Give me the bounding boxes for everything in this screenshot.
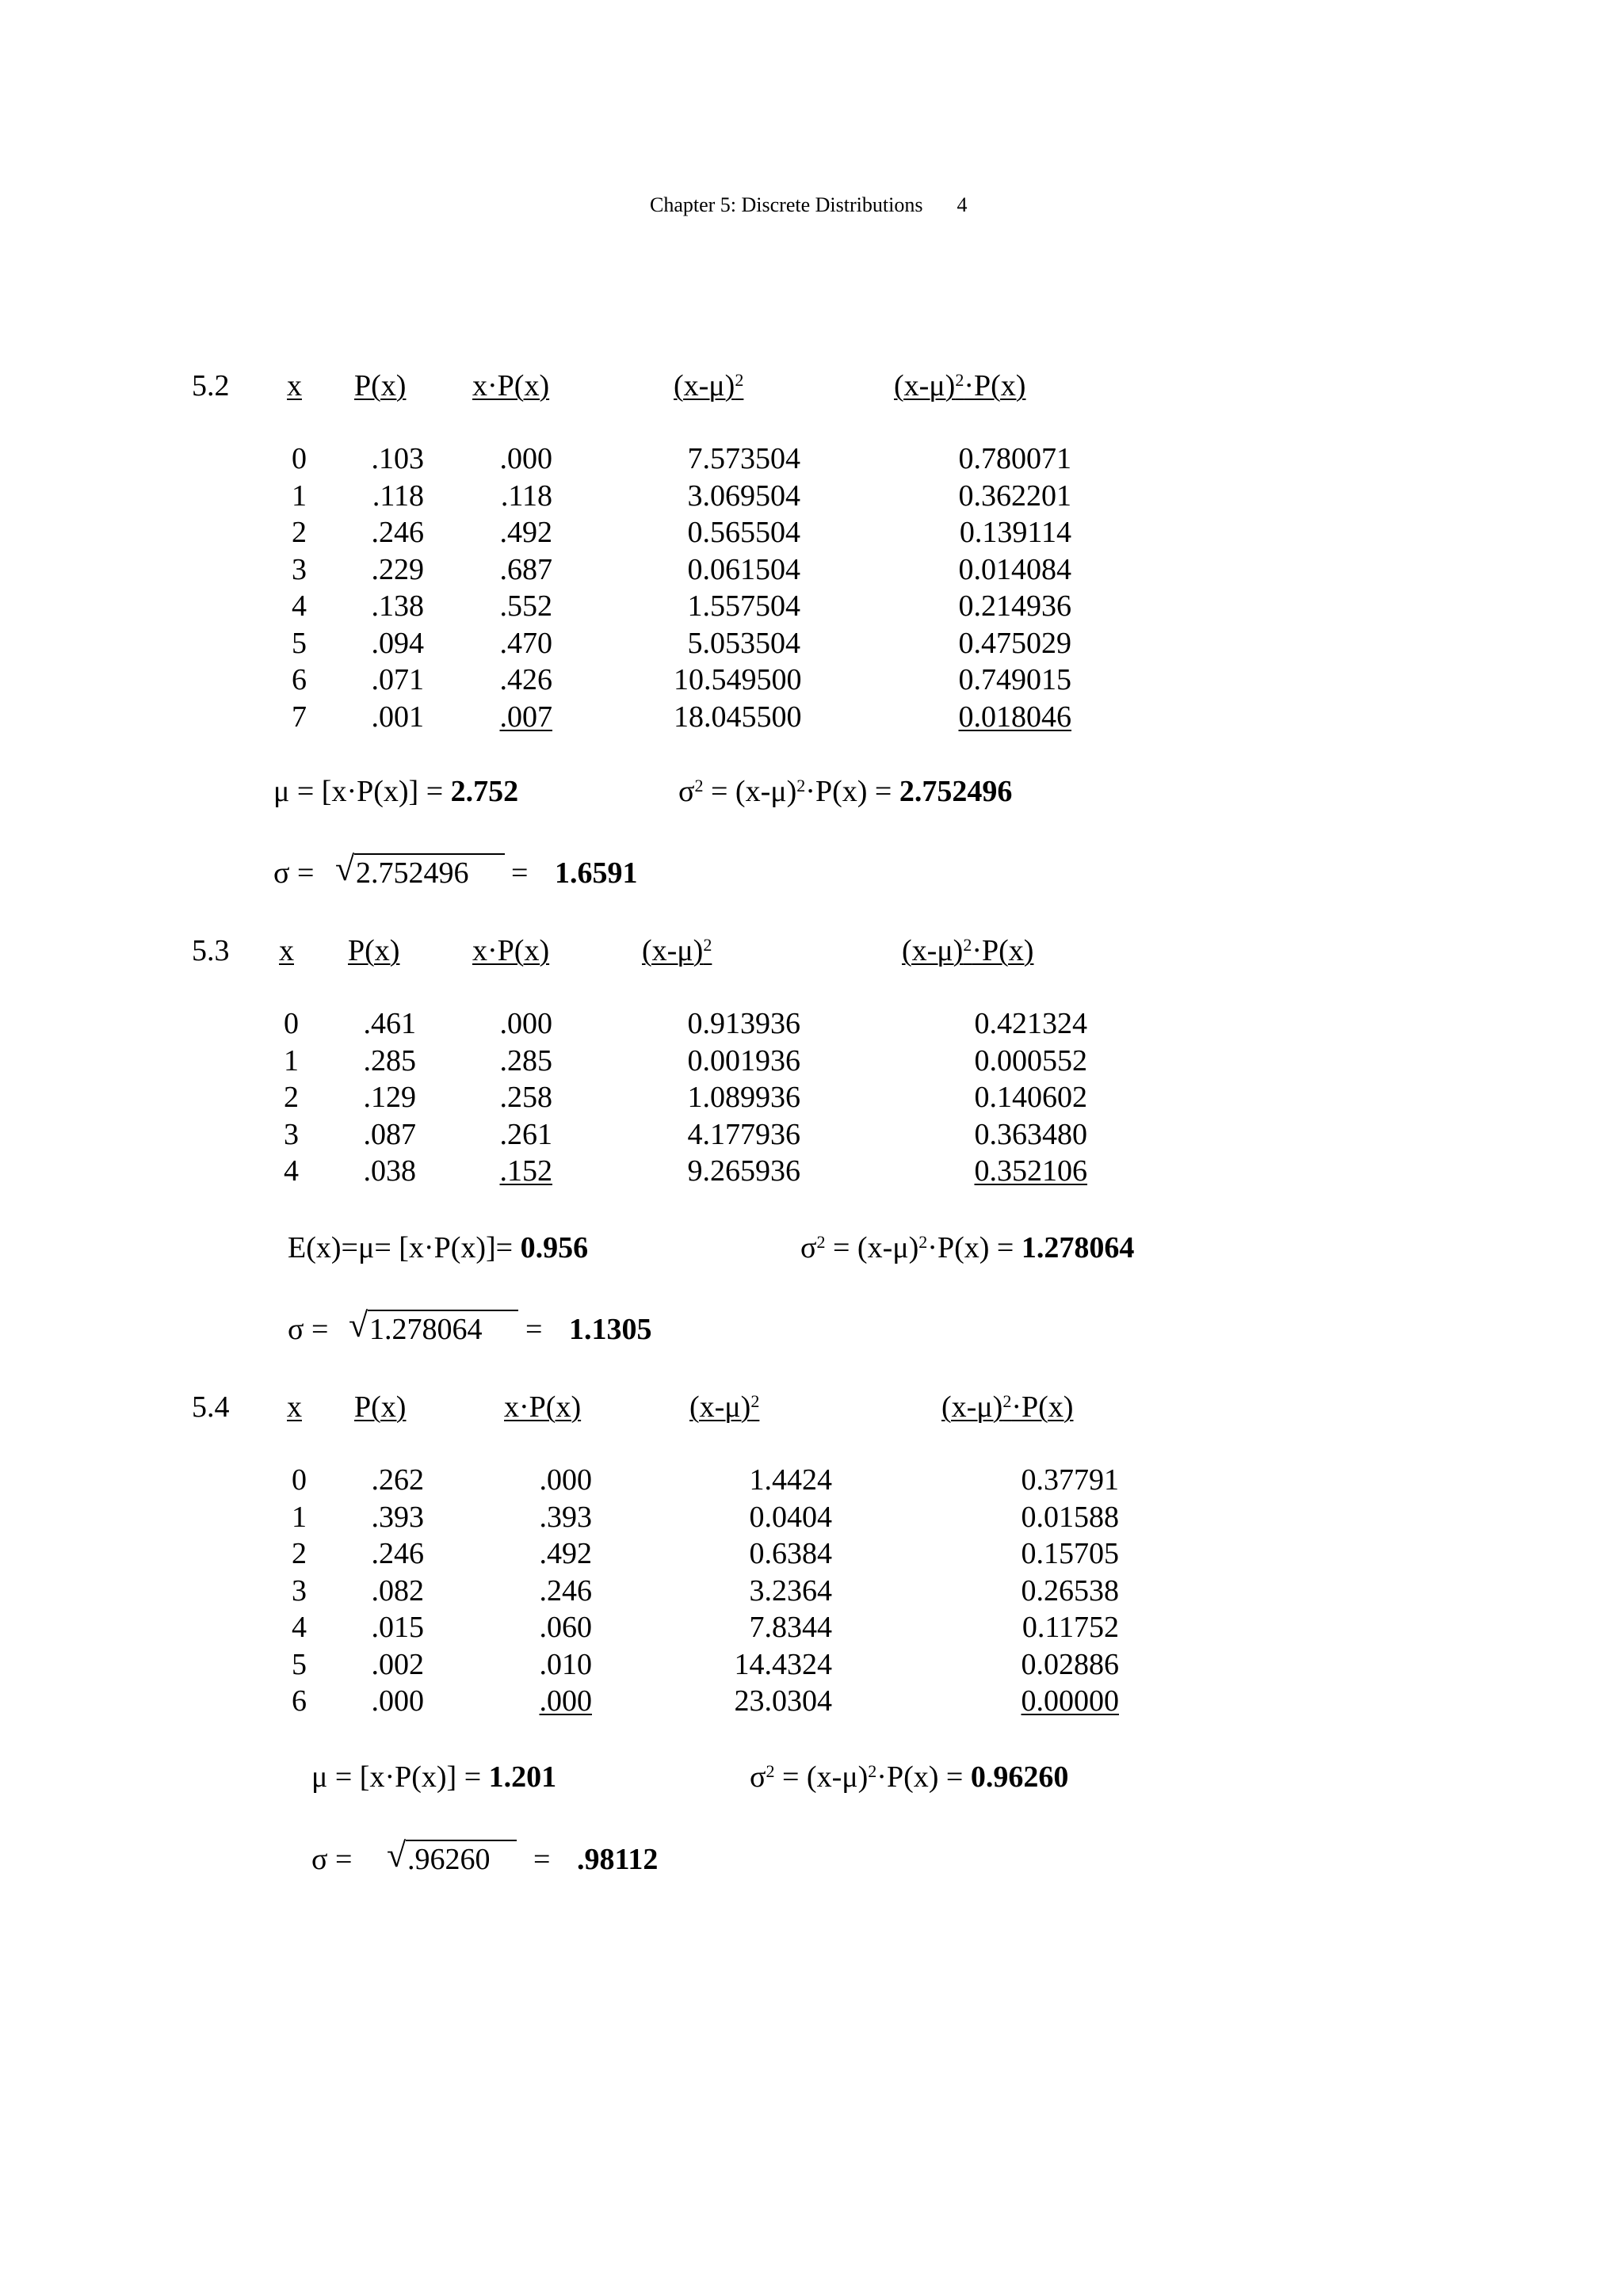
square-root-icon: √ — [335, 849, 355, 888]
table-cell: 1 — [292, 479, 307, 513]
table-cell: 1 — [284, 1043, 299, 1077]
table-cell: .246 — [371, 1537, 424, 1570]
table-cell: .071 — [371, 663, 424, 696]
dev-squared-exponent: 2 — [750, 1390, 760, 1411]
dev-exponent: 2 — [868, 1760, 877, 1781]
table-cell: .687 — [499, 552, 552, 586]
variance-label-mid: = (x-μ) — [825, 1231, 919, 1264]
table-cell: 0.26538 — [1021, 1573, 1119, 1608]
table-cell: 0.018046 — [958, 700, 1071, 734]
table-cell: 2 — [284, 1081, 299, 1114]
square-root-icon: √ — [387, 1836, 407, 1875]
std-dev-label: σ = — [288, 1313, 329, 1346]
std-dev-radicand: .96260 — [407, 1843, 491, 1876]
variance-label-mid: = (x-μ) — [774, 1760, 869, 1794]
table-cell: 0.565504 — [687, 516, 800, 549]
table-cell: 0.000552 — [974, 1043, 1087, 1077]
mean-label: μ = [x·P(x)] = — [273, 775, 451, 808]
std-dev-equals: = — [511, 856, 529, 890]
sigma-symbol: σ — [678, 775, 695, 808]
table-cell: .138 — [371, 589, 424, 623]
variance-label-tail: ·P(x) = — [876, 1760, 971, 1794]
table-cell: 3 — [284, 1117, 299, 1151]
table-cell: .492 — [539, 1537, 592, 1570]
std-dev-equals: = — [525, 1313, 543, 1346]
table-cell: .015 — [371, 1611, 424, 1644]
std-dev-radicand: 2.752496 — [356, 856, 469, 890]
sigma-symbol: σ — [800, 1231, 817, 1264]
dev-squared-px-tail: ·P(x) — [1011, 1390, 1074, 1424]
table-cell: .285 — [499, 1043, 552, 1077]
table-cell: .118 — [500, 479, 552, 513]
table-cell: 5.053504 — [687, 626, 800, 660]
table-cell: 7 — [292, 700, 307, 734]
table-cell: .000 — [499, 442, 552, 475]
problem-number: 5.2 — [192, 369, 230, 402]
column-header-xpx: x·P(x) — [504, 1390, 582, 1424]
sigma-exponent: 2 — [766, 1760, 775, 1781]
table-cell: .103 — [371, 442, 424, 475]
column-header-px: P(x) — [354, 369, 407, 402]
table-cell: 4 — [292, 1611, 307, 1644]
mean-formula — [273, 776, 518, 807]
table-cell: 0.00000 — [1021, 1684, 1119, 1718]
table-cell: 0.02886 — [1021, 1647, 1119, 1681]
table-cell: .285 — [363, 1043, 416, 1077]
table-cell: 0.913936 — [687, 1007, 800, 1040]
std-dev-value: 1.6591 — [555, 856, 638, 890]
table-cell: .461 — [363, 1007, 416, 1040]
table-cell: .000 — [499, 1007, 552, 1040]
table-cell: 0.15705 — [1021, 1537, 1119, 1570]
table-cell: 0 — [292, 1463, 307, 1497]
table-cell: .246 — [539, 1573, 592, 1608]
mean-label: μ = [x·P(x)] = — [311, 1760, 489, 1794]
variance-value: 1.278064 — [1021, 1231, 1135, 1264]
table-cell: 1.089936 — [687, 1081, 800, 1114]
table-cell: .038 — [363, 1154, 416, 1188]
sigma-symbol: σ — [750, 1760, 766, 1794]
dev-exponent: 2 — [796, 775, 806, 795]
table-cell: 3 — [292, 552, 307, 586]
dev-squared-px-tail: ·P(x) — [972, 934, 1034, 967]
dev-squared-px-base: (x-μ) — [941, 1390, 1003, 1424]
problem-number: 5.4 — [192, 1390, 230, 1424]
mean-formula — [311, 1762, 556, 1792]
table-cell: 6 — [292, 1684, 307, 1718]
dev-squared-base: (x-μ) — [642, 934, 704, 967]
column-header-xpx: x·P(x) — [472, 934, 550, 967]
table-cell: .470 — [499, 626, 552, 660]
variance-value: 2.752496 — [899, 775, 1013, 808]
table-cell: .426 — [499, 663, 552, 696]
std-dev-radicand: 1.278064 — [369, 1313, 483, 1346]
column-header-dev-squared — [642, 936, 712, 966]
dev-squared-px-tail: ·P(x) — [964, 369, 1026, 402]
column-header-dev-squared-px — [894, 371, 1025, 401]
column-header-dev-squared — [674, 371, 743, 401]
std-dev-equals: = — [533, 1843, 551, 1876]
table-cell: .118 — [372, 479, 424, 513]
dev-squared-px-exponent: 2 — [963, 934, 972, 955]
column-header-xpx: x·P(x) — [472, 369, 550, 402]
table-cell: 6 — [292, 663, 307, 696]
dev-squared-px-base: (x-μ) — [902, 934, 964, 967]
table-cell: 5 — [292, 626, 307, 660]
table-cell: 0.01588 — [1021, 1500, 1119, 1534]
chapter-title: Chapter 5: Discrete Distributions — [650, 193, 923, 216]
running-header — [650, 195, 967, 215]
table-cell: 5 — [292, 1647, 307, 1681]
table-cell: .060 — [539, 1611, 592, 1644]
table-cell: 0.6384 — [749, 1537, 832, 1570]
table-cell: .087 — [363, 1117, 416, 1151]
table-cell: .246 — [371, 516, 424, 549]
table-cell: 0.001936 — [687, 1043, 800, 1077]
column-header-x: x — [279, 934, 294, 967]
table-cell: .229 — [371, 552, 424, 586]
table-cell: 3 — [292, 1573, 307, 1608]
dev-squared-exponent: 2 — [735, 369, 744, 390]
table-cell: 0.0404 — [749, 1500, 832, 1534]
column-header-x: x — [287, 369, 302, 402]
variance-value: 0.96260 — [970, 1760, 1069, 1794]
table-cell: 0.362201 — [958, 479, 1071, 513]
table-cell: 10.549500 — [674, 663, 802, 696]
table-cell: .000 — [371, 1684, 424, 1718]
table-cell: 0.780071 — [958, 442, 1071, 475]
table-cell: 18.045500 — [674, 700, 802, 734]
dev-squared-px-exponent: 2 — [955, 369, 964, 390]
variance-formula — [800, 1233, 1134, 1263]
table-cell: .262 — [371, 1463, 424, 1497]
table-cell: .393 — [539, 1500, 592, 1534]
table-cell: 0.363480 — [974, 1117, 1087, 1151]
table-cell: 0.475029 — [958, 626, 1071, 660]
table-cell: 0.37791 — [1021, 1463, 1119, 1497]
table-cell: .152 — [499, 1154, 552, 1188]
table-cell: .000 — [539, 1684, 592, 1718]
table-cell: 7.573504 — [687, 442, 800, 475]
table-cell: .258 — [499, 1081, 552, 1114]
mean-formula — [288, 1233, 588, 1263]
sigma-exponent: 2 — [694, 775, 704, 795]
table-cell: 0.11752 — [1022, 1611, 1119, 1644]
mean-label: E(x)=μ= [x·P(x)]= — [288, 1231, 521, 1264]
table-cell: 1.557504 — [687, 589, 800, 623]
table-cell: 7.8344 — [749, 1611, 832, 1644]
std-dev-value: .98112 — [577, 1843, 659, 1876]
std-dev-value: 1.1305 — [569, 1313, 652, 1346]
variance-formula — [678, 776, 1012, 807]
table-cell: .001 — [371, 700, 424, 734]
radical-bar — [406, 1840, 517, 1841]
table-cell: .129 — [363, 1081, 416, 1114]
dev-squared-base: (x-μ) — [674, 369, 735, 402]
column-header-dev-squared-px — [902, 936, 1033, 966]
table-cell: 23.0304 — [734, 1684, 832, 1718]
table-cell: 3.069504 — [687, 479, 800, 513]
table-cell: .393 — [371, 1500, 424, 1534]
dev-squared-base: (x-μ) — [689, 1390, 751, 1424]
variance-formula — [750, 1762, 1068, 1792]
variance-label-tail: ·P(x) = — [805, 775, 899, 808]
table-cell: 0.139114 — [959, 516, 1071, 549]
table-cell: 14.4324 — [734, 1647, 832, 1681]
table-cell: 0.214936 — [958, 589, 1071, 623]
table-cell: 0.014084 — [958, 552, 1071, 586]
radical-bar — [368, 1310, 518, 1311]
sigma-exponent: 2 — [816, 1231, 826, 1252]
table-cell: 4 — [284, 1154, 299, 1188]
dev-squared-px-exponent: 2 — [1002, 1390, 1012, 1411]
column-header-px: P(x) — [348, 934, 400, 967]
table-cell: .002 — [371, 1647, 424, 1681]
table-cell: 0.140602 — [974, 1081, 1087, 1114]
table-cell: 0.421324 — [974, 1007, 1087, 1040]
column-header-px: P(x) — [354, 1390, 407, 1424]
table-cell: .492 — [499, 516, 552, 549]
page-number: 4 — [957, 193, 968, 216]
table-cell: 0 — [292, 442, 307, 475]
table-cell: 0 — [284, 1007, 299, 1040]
mean-value: 2.752 — [450, 775, 519, 808]
table-cell: .094 — [371, 626, 424, 660]
variance-label-tail: ·P(x) = — [927, 1231, 1022, 1264]
problem-number: 5.3 — [192, 934, 230, 967]
radical-bar — [354, 853, 505, 855]
table-cell: 9.265936 — [687, 1154, 800, 1188]
table-cell: .010 — [539, 1647, 592, 1681]
dev-squared-exponent: 2 — [703, 934, 712, 955]
dev-exponent: 2 — [918, 1231, 928, 1252]
table-cell: 0.352106 — [974, 1154, 1087, 1188]
table-cell: 4 — [292, 589, 307, 623]
table-cell: .000 — [539, 1463, 592, 1497]
table-cell: 3.2364 — [749, 1573, 832, 1608]
table-cell: 2 — [292, 1537, 307, 1570]
mean-value: 1.201 — [488, 1760, 557, 1794]
std-dev-label: σ = — [273, 856, 315, 890]
table-cell: 2 — [292, 516, 307, 549]
mean-value: 0.956 — [520, 1231, 589, 1264]
variance-label-mid: = (x-μ) — [703, 775, 797, 808]
dev-squared-px-base: (x-μ) — [894, 369, 956, 402]
std-dev-label: σ = — [311, 1843, 353, 1876]
column-header-dev-squared — [689, 1392, 759, 1422]
table-cell: 0.061504 — [687, 552, 800, 586]
square-root-icon: √ — [349, 1306, 369, 1344]
table-cell: 1 — [292, 1500, 307, 1534]
table-cell: .552 — [499, 589, 552, 623]
table-cell: 4.177936 — [687, 1117, 800, 1151]
column-header-dev-squared-px — [941, 1392, 1073, 1422]
table-cell: .007 — [499, 700, 552, 734]
table-cell: .082 — [371, 1573, 424, 1608]
column-header-x: x — [287, 1390, 302, 1424]
table-cell: .261 — [499, 1117, 552, 1151]
table-cell: 1.4424 — [749, 1463, 832, 1497]
table-cell: 0.749015 — [958, 663, 1071, 696]
